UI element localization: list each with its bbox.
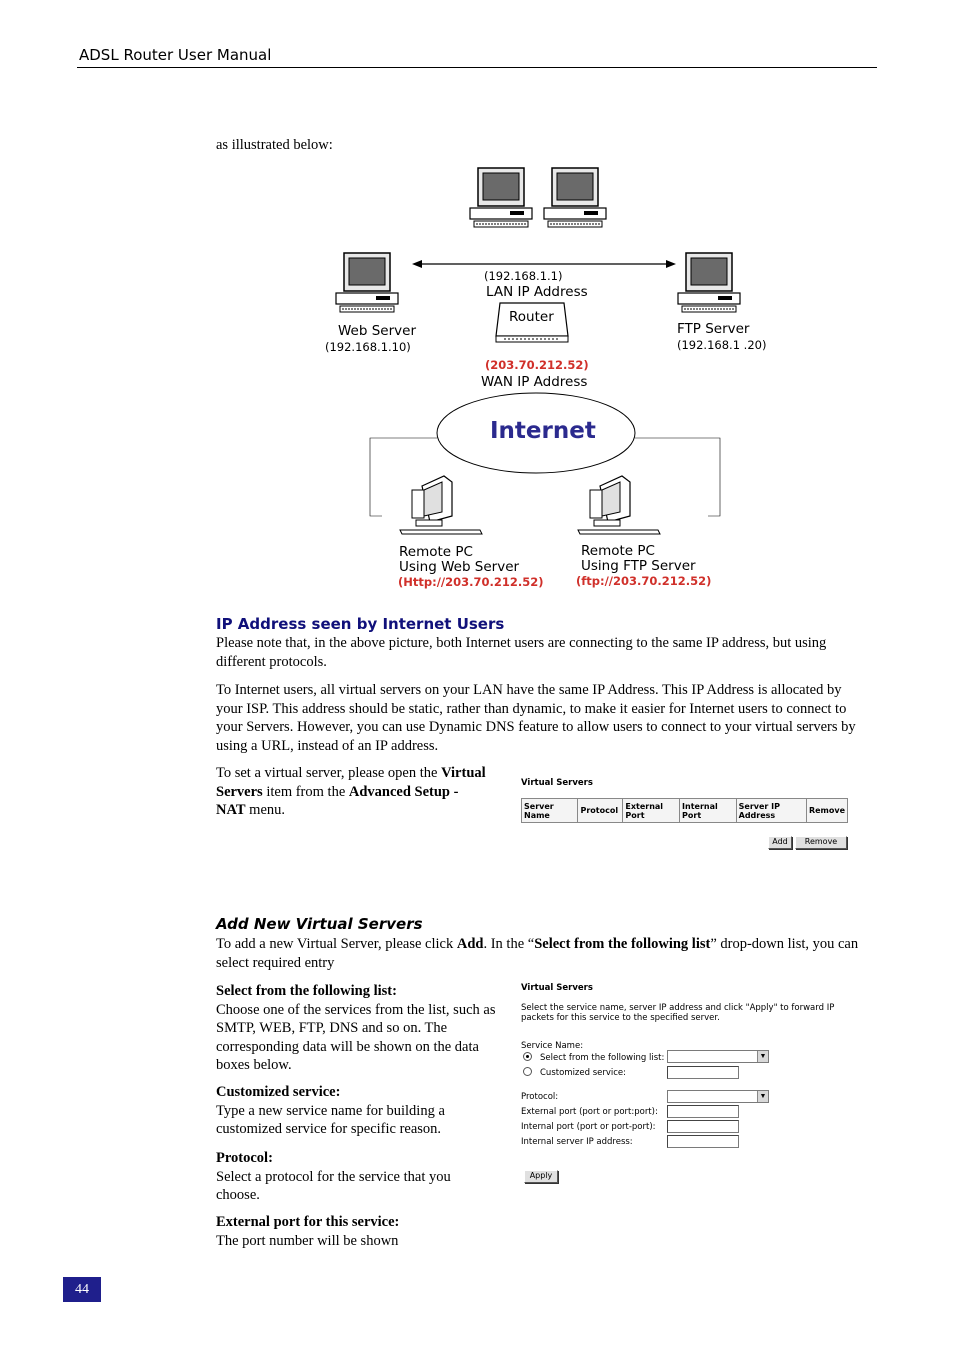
- vs-table: [521, 798, 848, 823]
- internal-ip-input[interactable]: [667, 1135, 739, 1148]
- radio-select-label: Select from the following list:: [540, 1053, 665, 1063]
- vs-col-internal-port: Internal Port: [680, 799, 737, 823]
- ftp-server-icon: [678, 253, 740, 312]
- vs-col-protocol: Protocol: [578, 799, 623, 823]
- radio-select-from-list[interactable]: [523, 1052, 532, 1061]
- ext-port-label: External port (port or port:port):: [521, 1107, 658, 1117]
- vs-col-external-port: External Port: [623, 799, 680, 823]
- lan-ip: (192.168.1.1): [484, 269, 563, 283]
- section-title-ip-address: IP Address seen by Internet Users: [216, 615, 505, 633]
- radio-custom-label: Customized service:: [540, 1068, 627, 1078]
- web-server-ip: (192.168.1.10): [325, 340, 411, 354]
- web-server-icon: [336, 253, 398, 312]
- wan-ip: (203.70.212.52): [485, 358, 589, 372]
- section1-para3: To set a virtual server, please open the Virtual Servers item from the Advanced Setup - NAT menu.: [216, 765, 486, 818]
- wan-ip-label: WAN IP Address: [481, 374, 588, 390]
- vs-table-header-row: [522, 799, 848, 823]
- ftp-server-ip: (192.168.1 .20): [677, 338, 767, 352]
- field-desc-customized-service: Customized service: Type a new service name for building a customized service for specific reason.: [216, 1084, 445, 1137]
- int-ip-label: Internal server IP address:: [521, 1137, 633, 1147]
- vs-col-server-name: Server Name: [522, 799, 578, 823]
- remote2-url: (ftp://203.70.212.52): [576, 574, 712, 588]
- form-panel-title: Virtual Servers: [521, 983, 593, 993]
- chevron-down-icon: ▼: [757, 1051, 768, 1062]
- remote2-line1: Remote PC: [581, 543, 655, 559]
- remote2-line2: Using FTP Server: [581, 558, 696, 574]
- external-port-input[interactable]: [667, 1105, 739, 1118]
- remote1-line2: Using Web Server: [399, 559, 520, 575]
- section1-para2: To Internet users, all virtual servers on your LAN have the same IP Address. This IP Address is allocated by your ISP. This address should be static, rather than dynamic, to make it easier for Internet users to connect to your Servers. However, you can use Dynamic DNS feature to allow users to connect to your virtual servers by using a URL, instead of an IP address.: [216, 682, 856, 754]
- vs-panel-title: Virtual Servers: [521, 778, 593, 788]
- vs-col-remove: Remove: [806, 799, 847, 823]
- internal-port-input[interactable]: [667, 1120, 739, 1133]
- intro-text: as illustrated below:: [216, 137, 333, 153]
- header-rule: [77, 67, 877, 68]
- internet-label: Internet: [490, 418, 596, 444]
- page-number: 44: [63, 1277, 101, 1302]
- form-instructions: Select the service name, server IP address and click "Apply" to forward IP packets for this service to the specified server.: [521, 1003, 835, 1023]
- customized-service-input[interactable]: [667, 1066, 739, 1079]
- apply-button[interactable]: Apply: [524, 1170, 558, 1183]
- lan-ip-label: LAN IP Address: [486, 284, 588, 300]
- ftp-server-label: FTP Server: [677, 321, 750, 337]
- field-desc-external-port: External port for this service: The port number will be shown: [216, 1214, 400, 1249]
- remote-pc-2-icon: [578, 476, 660, 534]
- remote1-url: (Http://203.70.212.52): [398, 575, 544, 589]
- section1-para1: Please note that, in the above picture, both Internet users are connecting to the same IP address, but using different protocols.: [216, 635, 827, 670]
- vs-col-server-ip: Server IP Address: [736, 799, 806, 823]
- section-title-add-virtual-servers: Add New Virtual Servers: [216, 915, 423, 933]
- router-label: Router: [509, 309, 554, 325]
- service-select[interactable]: [667, 1050, 769, 1063]
- protocol-select[interactable]: [667, 1090, 769, 1103]
- lan-pc-1-icon: [470, 168, 532, 227]
- radio-customized-service[interactable]: [523, 1067, 532, 1076]
- int-port-label: Internal port (port or port-port):: [521, 1122, 656, 1132]
- remote1-line1: Remote PC: [399, 544, 473, 560]
- section2-intro: To add a new Virtual Server, please click Add. In the “Select from the following list” drop-down list, you can select required entry: [216, 936, 859, 971]
- header-title: ADSL Router User Manual: [79, 46, 272, 64]
- lan-pc-2-icon: [544, 168, 606, 227]
- web-server-label: Web Server: [338, 323, 416, 339]
- remove-button[interactable]: Remove: [795, 836, 847, 849]
- field-desc-select-list: Select from the following list: Choose one of the services from the list, such as SMTP, WEB, FTP, DNS and so on. The corresponding data will be shown on the data boxes below.: [216, 983, 496, 1073]
- field-desc-protocol: Protocol: Select a protocol for the service that you choose.: [216, 1150, 451, 1203]
- protocol-label: Protocol:: [521, 1092, 559, 1102]
- add-button[interactable]: Add: [768, 836, 792, 849]
- chevron-down-icon: ▼: [757, 1091, 768, 1102]
- remote-pc-1-icon: [400, 476, 482, 534]
- service-name-label: Service Name:: [521, 1041, 584, 1051]
